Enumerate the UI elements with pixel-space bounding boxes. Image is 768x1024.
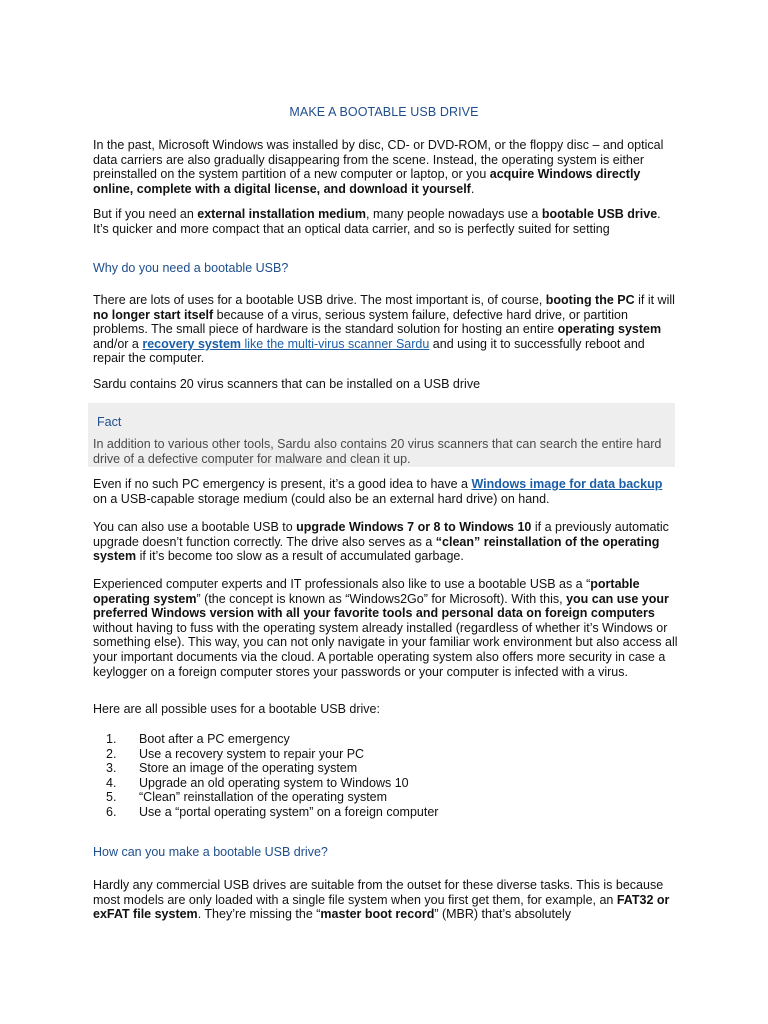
list-item: 5. “Clean” reinstallation of the operating system bbox=[106, 790, 388, 805]
list-item: 6. Use a “portal operating system” on a foreign computer bbox=[106, 804, 439, 819]
page-title: MAKE A BOOTABLE USB DRIVE bbox=[289, 105, 479, 119]
list-item: 3. Store an image of the operating system bbox=[106, 761, 358, 776]
intro-paragraph-2: But if you need an external installation medium, many people nowadays use a bootable USB drive. It’s quicker and more compact that an optical data carrier, and so is perfectly suited for setting bbox=[93, 207, 661, 236]
uses-list bbox=[93, 732, 678, 820]
recovery-system-link[interactable]: recovery system like the multi-virus scanner Sardu bbox=[142, 336, 430, 351]
portable-os-paragraph: Experienced computer experts and IT professionals also like to use a bootable USB as a “portable operating system” (the concept is known as “Windows2Go” for Microsoft). With this, you can use your preferred Windows version with all your favorite tools and personal data on foreign computers without having to fuss with the operating system already installed (regardless of whether it’s Windows or something else). This way, you can not only navigate in your familiar work environment but also access all your important documents via the cloud. A portable operating system also offers more security in case a keylogger on a foreign computer stores your passwords or your computer is infected with a virus. bbox=[93, 577, 678, 679]
list-item: 4. Upgrade an old operating system to Windows 10 bbox=[106, 775, 409, 790]
image-backup-paragraph: Even if no such PC emergency is present, it’s a good idea to have a Windows image for data backup on a USB-capable storage medium (could also be an external hard drive) on hand. bbox=[93, 477, 663, 506]
section-heading-why: Why do you need a bootable USB? bbox=[93, 261, 289, 275]
upgrade-paragraph: You can also use a bootable USB to upgrade Windows 7 or 8 to Windows 10 if a previously automatic upgrade doesn’t function correctly. The drive also serves as a “clean” reinstallation of the operating system if it’s become too slow as a result of accumulated garbage. bbox=[93, 520, 669, 564]
how-paragraph: Hardly any commercial USB drives are suitable from the outset for these diverse tasks. This is because most models are only loaded with a single file system when you first get them, for example, an FAT32 or exFAT file system. They’re missing the “master boot record” (MBR) that’s absolutely bbox=[93, 878, 670, 922]
fact-title: Fact bbox=[97, 415, 122, 429]
section-heading-how: How can you make a bootable USB drive? bbox=[93, 845, 328, 859]
fact-text: In addition to various other tools, Sardu also contains 20 virus scanners that can search the entire hard drive of a defective computer for malware and clean it up. bbox=[93, 437, 662, 466]
list-item: 1. Boot after a PC emergency bbox=[106, 732, 290, 746]
windows-image-link[interactable]: Windows image for data backup bbox=[471, 477, 663, 491]
sardu-paragraph: Sardu contains 20 virus scanners that can be installed on a USB drive bbox=[93, 377, 481, 391]
list-item: 2. Use a recovery system to repair your PC bbox=[106, 746, 365, 761]
intro-paragraph-1: In the past, Microsoft Windows was installed by disc, CD- or DVD-ROM, or the floppy disc – and optical data carriers are also gradually disappearing from the scene. Instead, the operating system is either preinstalled on the system partition of a new computer or laptop, or you acquire Windows directly online, complete with a digital license, and download it yourself. bbox=[93, 138, 664, 196]
uses-intro-paragraph: Here are all possible uses for a bootable USB drive: bbox=[93, 702, 380, 716]
uses-paragraph: There are lots of uses for a bootable USB drive. The most important is, of course, booting the PC if it will no longer start itself because of a virus, serious system failure, defective hard drive, or partition problems. The small piece of hardware is the standard solution for hosting an entire operating system and/or a recovery system like the multi-virus scanner Sardu and using it to successfully reboot and repair the computer. bbox=[93, 293, 675, 366]
fact-box bbox=[88, 403, 675, 467]
